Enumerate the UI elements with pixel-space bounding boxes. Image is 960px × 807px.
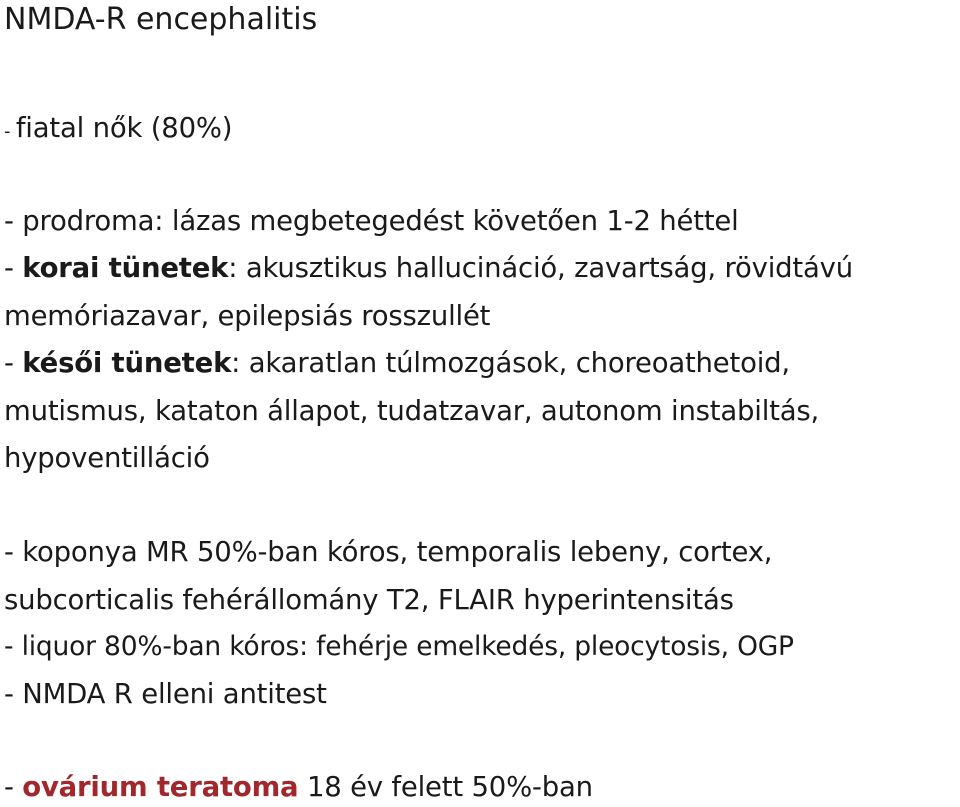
teratoma-text: 18 év felett 50%-ban (298, 771, 593, 803)
early-symptoms-continuation: memóriazavar, epilepsiás rosszullét (4, 300, 491, 332)
bullet-dash: - (4, 347, 23, 379)
teratoma-label: ovárium teratoma (22, 771, 299, 803)
early-symptoms-label: korai tünetek (22, 252, 229, 284)
late-symptoms-continuation-1: mutismus, kataton állapot, tudatzavar, autonom instabiltás, (4, 395, 820, 427)
late-symptoms-text: : akaratlan túlmozgások, choreoathetoid, (231, 347, 790, 379)
bullet-dash: - (4, 771, 23, 803)
item-text: fiatal nők (80%) (15, 112, 233, 144)
list-item-prodroma: - prodroma: lázas megbetegedést követően 1-2 héttel (4, 205, 739, 237)
list-item-early-symptoms (4, 248, 853, 288)
slide-title: NMDA-R encephalitis (4, 2, 318, 37)
bullet-dash: - (4, 252, 23, 284)
early-symptoms-text: : akusztikus hallucináció, zavartság, rövidtávú (228, 252, 853, 284)
bullet-dash: - (4, 121, 16, 142)
list-item-young-women (4, 108, 232, 152)
list-item-antibody: - NMDA R elleni antitest (4, 678, 327, 710)
late-symptoms-label: késői tünetek (22, 347, 232, 379)
list-item-teratoma (4, 767, 593, 807)
list-item-mri: - koponya MR 50%-ban kóros, temporalis lebeny, cortex, (4, 536, 773, 568)
mri-continuation: subcorticalis fehérállomány T2, FLAIR hyperintensitás (4, 584, 734, 616)
list-item-csf: - liquor 80%-ban kóros: fehérje emelkedés, pleocytosis, OGP (4, 631, 794, 662)
list-item-late-symptoms (4, 343, 790, 383)
late-symptoms-continuation-2: hypoventilláció (4, 442, 210, 474)
